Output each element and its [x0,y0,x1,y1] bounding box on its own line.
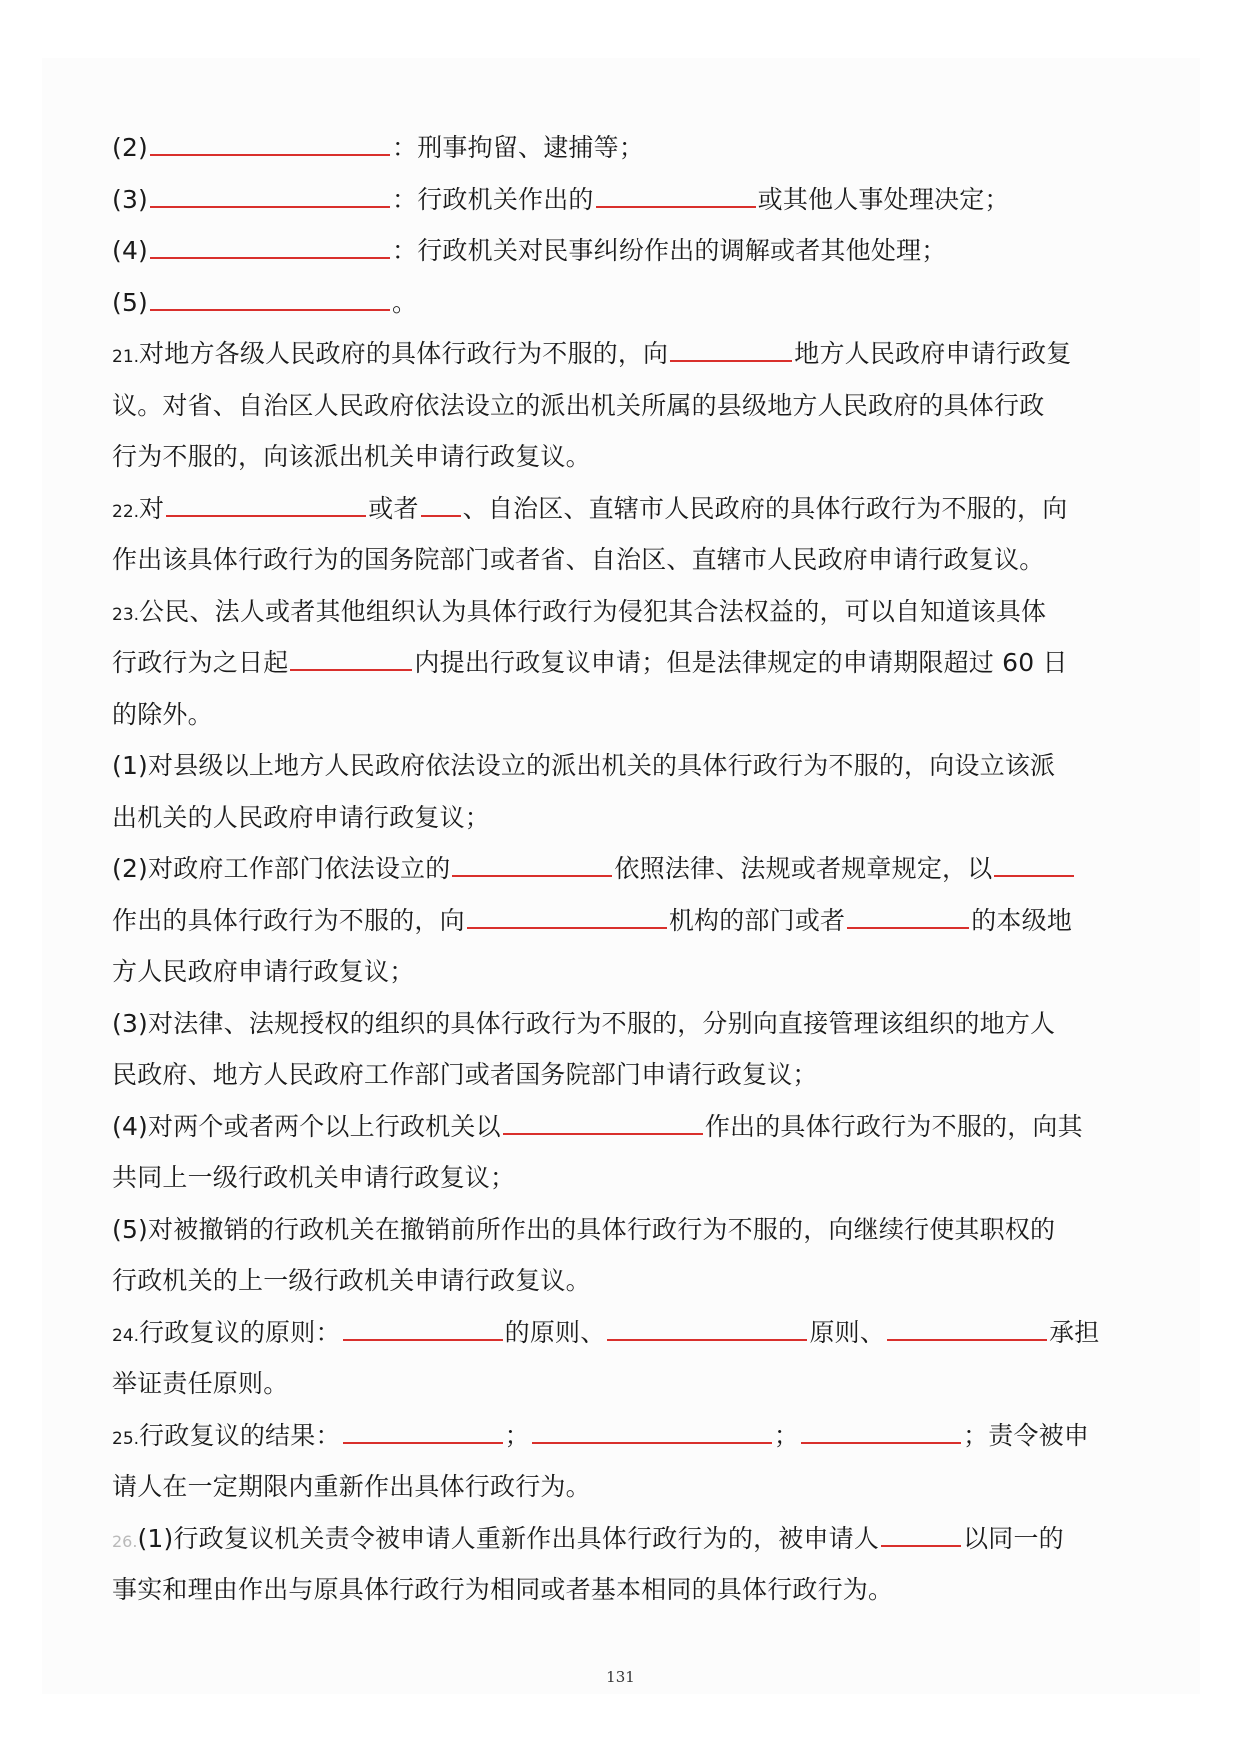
question-number: 25. [112,1428,140,1449]
sub-item-3-line-1: (3)对法律、法规授权的组织的具体行政行为不服的，分别向直接管理该组织的地方人 [112,1008,1056,1038]
fill-blank[interactable] [452,855,612,877]
question-text: 内提出行政复议申请；但是法律规定的申请期限超过 60 日 [414,648,1068,677]
document-body [112,122,1122,1616]
item-text: 。 [392,287,418,317]
question-21-line-3: 行为不服的，向该派出机关申请行政复议。 [112,442,591,471]
sub-item-text: 机构的部门或者 [668,905,846,935]
question-22-line-1 [112,483,1122,535]
question-text: 承担 [1049,1317,1100,1347]
sub-item-2-line-2 [112,895,1122,947]
item-text: ：行政机关对民事纠纷作出的调解或者其他处理； [392,236,947,265]
fill-blank[interactable] [290,649,412,671]
sub-item-2-line-3: 方人民政府申请行政复议； [112,957,415,986]
sub-item-3-line-2: 民政府、地方人民政府工作部门或者国务院部门申请行政复议； [112,1060,818,1089]
fill-blank[interactable] [607,1319,807,1341]
question-21-line-1 [112,328,1122,380]
sub-item-5-line-2: 行政机关的上一级行政机关申请行政复议。 [112,1266,591,1295]
question-text: 行政复议的结果： [139,1420,341,1450]
sub-item-text: 作出的具体行政行为不服的，向 [112,905,465,935]
sub-item-text: 依照法律、法规或者规章规定，以 [614,854,993,883]
item-3-line [112,174,1122,226]
fill-blank[interactable] [670,340,792,362]
fill-blank[interactable] [150,289,390,311]
question-text: ；责令被申 [963,1420,1090,1450]
sub-item-5-line-1: (5)对被撤销的行政机关在撤销前所作出的具体行政行为不服的，向继续行使其职权的 [112,1214,1056,1244]
sub-item-text: (2)对政府工作部门依法设立的 [112,854,451,883]
question-22-line-2: 作出该具体行政行为的国务院部门或者省、自治区、直辖市人民政府申请行政复议。 [112,545,1045,574]
item-2-line [112,122,1122,174]
item-label: (5) [112,287,149,317]
question-text: 或者 [368,493,419,523]
sub-item-4-line-1 [112,1101,1122,1153]
question-text: 公民、法人或者其他组织认为具体行政行为侵犯其合法权益的，可以自知道该具体 [139,596,1047,626]
fill-blank[interactable] [343,1422,503,1444]
fill-blank[interactable] [801,1422,961,1444]
question-text: 、自治区、直辖市人民政府的具体行政行为不服的，向 [462,493,1068,523]
question-24-line-2: 举证责任原则。 [112,1369,289,1398]
question-number: 23. [112,604,140,625]
question-text: 行政复议的原则： [139,1317,341,1347]
separator: ； [773,1420,800,1450]
question-text: 原则、 [809,1317,886,1347]
fill-blank[interactable] [503,1113,703,1135]
question-text: (1)行政复议机关责令被申请人重新作出具体行政行为的，被申请人 [137,1523,880,1553]
question-number: 22. [112,501,140,522]
question-23-line-1 [112,586,1122,638]
sub-item-text: 的本级地 [971,905,1073,935]
sub-item-4-line-2: 共同上一级行政机关申请行政复议； [112,1163,516,1192]
question-24-line-1 [112,1307,1122,1359]
question-25-line-2: 请人在一定期限内重新作出具体行政行为。 [112,1472,591,1501]
fill-blank[interactable] [596,186,756,208]
sub-item-1-line-1: (1)对县级以上地方人民政府依法设立的派出机关的具体行政行为不服的，向设立该派 [112,751,1056,780]
question-number: 21. [112,347,140,367]
question-text: 的原则、 [504,1317,606,1347]
question-text: 地方人民政府申请行政复 [794,339,1072,368]
sub-item-text: (4)对两个或者两个以上行政机关以 [112,1111,501,1141]
item-4-line [112,225,1122,277]
question-number: 26. [112,1531,138,1551]
fill-blank[interactable] [881,1525,961,1547]
question-23-line-2 [112,637,1122,689]
item-label: (3) [112,184,149,214]
question-21-line-2: 议。对省、自治区人民政府依法设立的派出机关所属的县级地方人民政府的具体行政 [112,390,1045,420]
sub-item-2-line-1 [112,843,1122,895]
fill-blank[interactable] [847,907,969,929]
fill-blank[interactable] [150,237,390,259]
separator: ； [504,1420,530,1450]
item-text: ：行政机关作出的 [392,184,594,214]
item-text: ：刑事拘留、逮捕等； [392,133,645,162]
item-text: 或其他人事处理决定； [757,184,1010,214]
fill-blank[interactable] [532,1422,772,1444]
fill-blank[interactable] [421,495,461,517]
fill-blank[interactable] [343,1319,503,1341]
question-text: 以同一的 [963,1523,1064,1553]
fill-blank[interactable] [166,495,366,517]
fill-blank[interactable] [887,1319,1047,1341]
item-label: (2) [112,133,149,162]
question-text: 对 [139,493,165,523]
question-text: 对地方各级人民政府的具体行政行为不服的，向 [139,339,669,368]
fill-blank[interactable] [467,907,667,929]
question-25-line-1 [112,1410,1122,1462]
fill-blank[interactable] [150,134,390,156]
page-number: 131 [606,1668,635,1686]
question-26-line-2: 事实和理由作出与原具体行政行为相同或者基本相同的具体行政行为。 [112,1575,894,1604]
fill-blank[interactable] [150,186,390,208]
sub-item-text: 作出的具体行政行为不服的，向其 [704,1111,1083,1141]
fill-blank[interactable] [994,855,1074,877]
question-26-line-1 [112,1513,1122,1565]
item-5-line [112,277,1122,329]
sub-item-1-line-2: 出机关的人民政府申请行政复议； [112,802,491,832]
question-number: 24. [112,1325,140,1346]
item-label: (4) [112,236,149,265]
question-23-line-3: 的除外。 [112,699,213,729]
question-text: 行政行为之日起 [112,648,289,677]
